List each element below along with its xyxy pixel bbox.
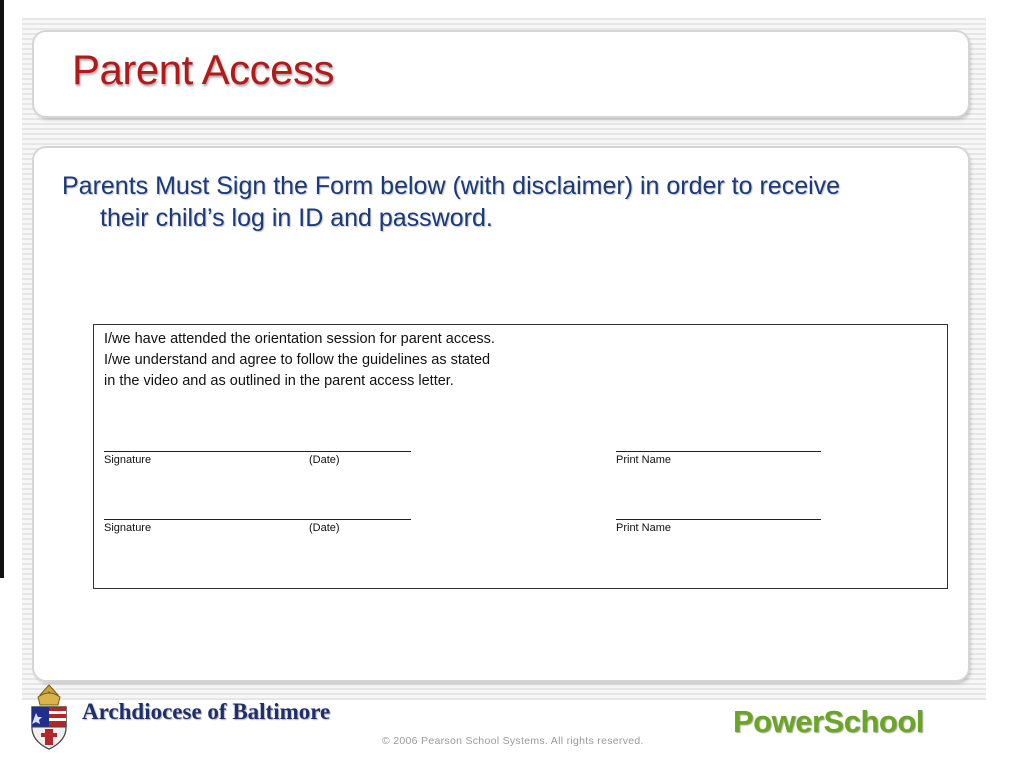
date-label: (Date) <box>309 522 340 534</box>
signature-line <box>104 451 411 452</box>
print-name-label: Print Name <box>616 522 672 534</box>
powerschool-logo: PowerSchool <box>733 704 924 739</box>
signature-label: Signature <box>104 454 152 466</box>
slide-title: Parent Access <box>72 46 334 93</box>
left-edge-rule <box>0 0 4 578</box>
archdiocese-crest-icon <box>24 683 74 751</box>
instruction-text: Parents Must Sign the Form below (with disclaimer) in order to receive their child’s log in ID and password. <box>62 172 841 232</box>
print-name-label: Print Name <box>616 454 672 466</box>
print-name-line <box>616 451 821 452</box>
signature-line <box>104 519 411 520</box>
form-statement: in the video and as outlined in the parent access letter. <box>104 373 454 389</box>
date-label: (Date) <box>309 454 340 466</box>
organization-name: Archdiocese of Baltimore <box>82 699 331 724</box>
copyright-notice: © 2006 Pearson School Systems. All rights reserved. <box>382 735 644 747</box>
print-name-line <box>616 519 821 520</box>
form-statement: I/we understand and agree to follow the guidelines as stated <box>104 352 491 368</box>
signature-label: Signature <box>104 522 152 534</box>
form-statement: I/we have attended the orientation session for parent access. <box>104 331 495 347</box>
